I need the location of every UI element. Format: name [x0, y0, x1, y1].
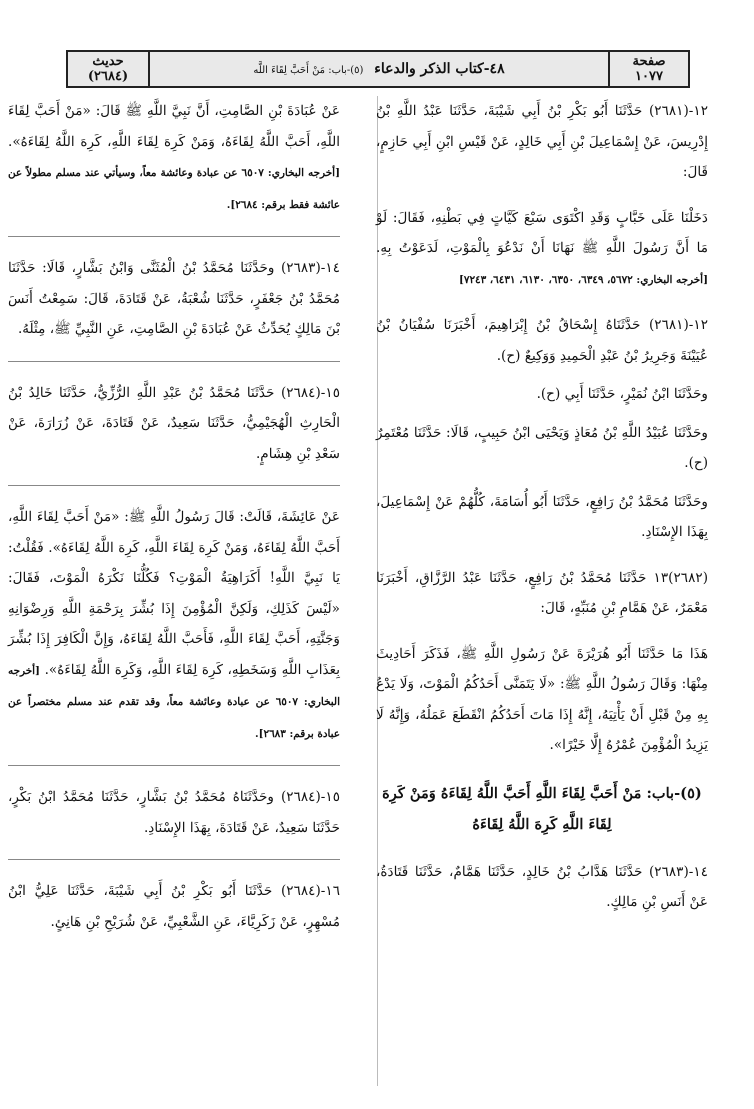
- hadith-paragraph: ١٥-(٢٦٨٤) حَدَّثَنَا مُحَمَّدُ بْنُ عَبْدِ اللَّهِ الرُّزِّيُّ، حَدَّثَنَا خَالِدُ بْنُ الْحَارِثِ الْهُجَيْمِيُّ، حَدَّثَنَا سَعِيدٌ، عَنْ قَتَادَةَ، عَنْ زُرَارَةَ، عَنْ سَعْدِ بْنِ هِشَامٍ.: [8, 384, 340, 462]
- hadith-paragraph: ١٦-(٢٦٨٤) حَدَّثَنَا أَبُو بَكْرِ بْنُ أَبِي شَيْبَةَ، حَدَّثَنَا عَلِيُّ ابْنُ مُسْهِرٍ، عَنْ زَكَرِيَّاءَ، عَنِ الشَّعْبِيِّ، عَنْ شُرَيْحِ بْنِ هَانِئٍ.: [8, 883, 340, 930]
- hadith-paragraph: وحَدَّثَنَا مُحَمَّدُ بْنُ رَافِعٍ، حَدَّثَنَا أَبُو أُسَامَةَ، كُلُّهُمْ عَنْ إِسْمَاعِيلَ، بِهَذَا الإِسْنَادِ.: [376, 493, 708, 540]
- hadith-paragraph: ١٤-(٢٦٨٣) حَدَّثَنَا هَدَّابُ بْنُ خَالِدٍ، حَدَّثَنَا هَمَّامٌ، حَدَّثَنَا قَتَادَةُ، عَنْ أَنَسِ بْنِ مَالِكٍ.: [376, 863, 708, 910]
- page-number: ١٠٧٧: [635, 69, 663, 84]
- hadith-number-box: [68, 52, 150, 86]
- hadith-matn: [8, 96, 340, 220]
- takhrij-note: [أخرجه البخاري: ٦٥٠٧ عن عبادة وعائشة معاً، وقد تقدم عند مسلم مختصراً عن عبادة برقم: ٢٦٨٣].: [8, 664, 340, 740]
- matn-text: عَنْ عُبَادَةَ بْنِ الصَّامِتِ، أَنَّ نَبِيَّ اللَّهِ ﷺ قَالَ: «مَنْ أَحَبَّ لِقَاءَ اللَّهِ، أَحَبَّ اللَّهُ لِقَاءَهُ، وَمَنْ كَرِهَ لِقَاءَ اللَّهِ، كَرِهَ اللَّهُ لِقَاءَهُ».: [8, 103, 340, 150]
- left-column: [8, 96, 340, 937]
- hadith-paragraph: ١٤-(٢٦٨٣) وحَدَّثَنَا مُحَمَّدُ بْنُ الْمُثَنَّى وَابْنُ بَشَّارٍ، قَالَا: حَدَّثَنَا مُحَمَّدُ بْنُ جَعْفَرٍ، حَدَّثَنَا شُعْبَةُ، عَنْ قَتَادَةَ، قَالَ: سَمِعْتُ أَنَسَ بْنَ مَالِكٍ يُحَدِّثُ عَنْ عُبَادَةَ بْنِ الصَّامِتِ، عَنِ النَّبِيِّ ﷺ، مِثْلَهُ.: [8, 260, 340, 337]
- section-divider: [8, 485, 340, 486]
- hadith-paragraph: وحَدَّثَنَا ابْنُ نُمَيْرٍ، حَدَّثَنَا أَبِي (ح).: [536, 386, 708, 402]
- chapter-title: (٥)-باب: مَنْ أَحَبَّ لِقَاءَ اللَّه: [253, 65, 364, 76]
- section-divider: [8, 236, 340, 237]
- right-column: [376, 96, 708, 918]
- matn-text: عَنْ عَائِشَةَ، قَالَتْ: قَالَ رَسُولُ اللَّهِ ﷺ: «مَنْ أَحَبَّ لِقَاءَ اللَّهِ، أَحَبَّ اللَّهُ لِقَاءَهُ، وَمَنْ كَرِهَ لِقَاءَ اللَّهِ، كَرِهَ اللَّهُ لِقَاءَهُ». فَقُلْتُ: يَا نَبِيَّ اللَّهِ! أَكَرَاهِيَةُ الْمَوْتِ؟ فَكُلُّنَا نَكْرَهُ الْمَوْتَ، فَقَالَ: «لَيْسَ كَذَلِكِ، وَلَكِنَّ الْمُؤْمِنَ إِذَا بُشِّرَ بِرَحْمَةِ اللَّهِ وَرِضْوَانِهِ وَجَنَّتِهِ، أَحَبَّ لِقَاءَ اللَّهِ، فَأَحَبَّ اللَّهُ لِقَاءَهُ، وَإِنَّ الْكَافِرَ إِذَا بُشِّرَ بِعَذَابِ اللَّهِ وَسَخَطِهِ، كَرِهَ لِقَاءَ اللَّهِ، وَكَرِهَ اللَّهُ لِقَاءَهُ».: [8, 509, 340, 678]
- hadith-number: (٢٦٨٤): [87, 69, 129, 84]
- hadith-paragraph: وحَدَّثَنَا عُبَيْدُ اللَّهِ بْنُ مُعَاذٍ وَيَحْيَى ابْنُ حَبِيبٍ، قَالَا: حَدَّثَنَا مُعْتَمِرٌ (ح).: [376, 424, 708, 471]
- hadith-matn: [8, 502, 340, 749]
- bab-title: (٥)-باب: مَنْ أَحَبَّ لِقَاءَ اللَّهِ أَحَبَّ اللَّهُ لِقَاءَهُ وَمَنْ كَرِهَ لِقَاءَ اللَّهِ كَرِهَ اللَّهُ لِقَاءَهُ: [382, 784, 702, 833]
- matn-text: دَخَلْنَا عَلَى خَبَّابٍ وَقَدِ اكْتَوَى سَبْعَ كَيَّاتٍ فِي بَطْنِهِ، فَقَالَ: لَوْ مَا أَنَّ رَسُولَ اللَّهِ ﷺ نَهَانَا أَنْ نَدْعُوَ بِالْمَوْتِ، لَدَعَوْتُ بِهِ.: [376, 209, 708, 256]
- hadith-paragraph: ١٥-(٢٦٨٤) وحَدَّثَنَاهُ مُحَمَّدُ بْنُ بَشَّارٍ، حَدَّثَنَا مُحَمَّدُ ابْنُ بَكْرٍ، حَدَّثَنَا سَعِيدٌ، عَنْ قَتَادَةَ، بِهَذَا الإِسْنَادِ.: [8, 789, 340, 836]
- takhrij-note: [أخرجه البخاري: ٦٥٠٧ عن عبادة وعائشة معاً، وسيأتي عند مسلم مطولاً عن عائشة فقط برقم: ٢٦٨٤].: [8, 167, 340, 211]
- section-divider: [8, 765, 340, 766]
- hadith-matn: هَذَا مَا حَدَّثَنَا أَبُو هُرَيْرَةَ عَنْ رَسُولِ اللَّهِ ﷺ، فَذَكَرَ أَحَادِيثَ مِنْهَا: وَقَالَ رَسُولُ اللَّهِ ﷺ: «لَا يَتَمَنَّى أَحَدُكُمُ الْمَوْتَ، وَلَا يَدْعُ بِهِ مِنْ قَبْلِ أَنْ يَأْتِيَهُ، إِنَّهُ إِذَا مَاتَ أَحَدُكُمُ انْقَطَعَ عَمَلُهُ، وَإِنَّهُ لَا يَزِيدُ الْمُؤْمِنَ عُمْرُهُ إِلَّا خَيْرًا».: [376, 645, 708, 753]
- section-divider: [8, 859, 340, 860]
- takhrij-note: [أخرجه البخاري: ٥٦٧٢، ٦٣٤٩، ٦٣٥٠، ٦١٣٠، ٦٤٣١، ٧٢٤٣]: [458, 273, 708, 286]
- hadith-paragraph: ١٢-(٢٦٨١) حَدَّثَنَاهُ إِسْحَاقُ بْنُ إِبْرَاهِيمَ، أَخْبَرَنَا سُفْيَانُ بْنُ عُيَيْنَةَ وَجَرِيرُ بْنُ عَبْدِ الْحَمِيدِ وَوَكِيعٌ (ح).: [376, 317, 708, 364]
- hadith-paragraph: ١٢-(٢٦٨١) حَدَّثَنَا أَبُو بَكْرِ بْنُ أَبِي شَيْبَةَ، حَدَّثَنَا عَبْدُ اللَّهِ بْنُ إِدْرِيسَ، عَنْ إِسْمَاعِيلَ بْنِ أَبِي خَالِدٍ، عَنْ قَيْسِ ابْنِ أَبِي حَازِمٍ، قَالَ:: [376, 103, 708, 180]
- hadith-paragraph: (٢٦٨٢)١٣ حَدَّثَنَا مُحَمَّدُ بْنُ رَافِعٍ، حَدَّثَنَا عَبْدُ الرَّزَّاقِ، أَخْبَرَنَا مَعْمَرٌ، عَنْ هَمَّامِ بْنِ مُنَبِّهٍ، قَالَ:: [376, 569, 708, 616]
- page-label: صفحة: [632, 54, 666, 69]
- header-title: [148, 52, 610, 86]
- section-divider: [8, 361, 340, 362]
- running-header: [66, 50, 690, 88]
- hadith-matn: [376, 203, 708, 296]
- page-number-box: [608, 52, 688, 86]
- hadith-label: حديث: [92, 54, 124, 69]
- book-title: ٤٨-كتاب الذكر والدعاء: [374, 61, 505, 77]
